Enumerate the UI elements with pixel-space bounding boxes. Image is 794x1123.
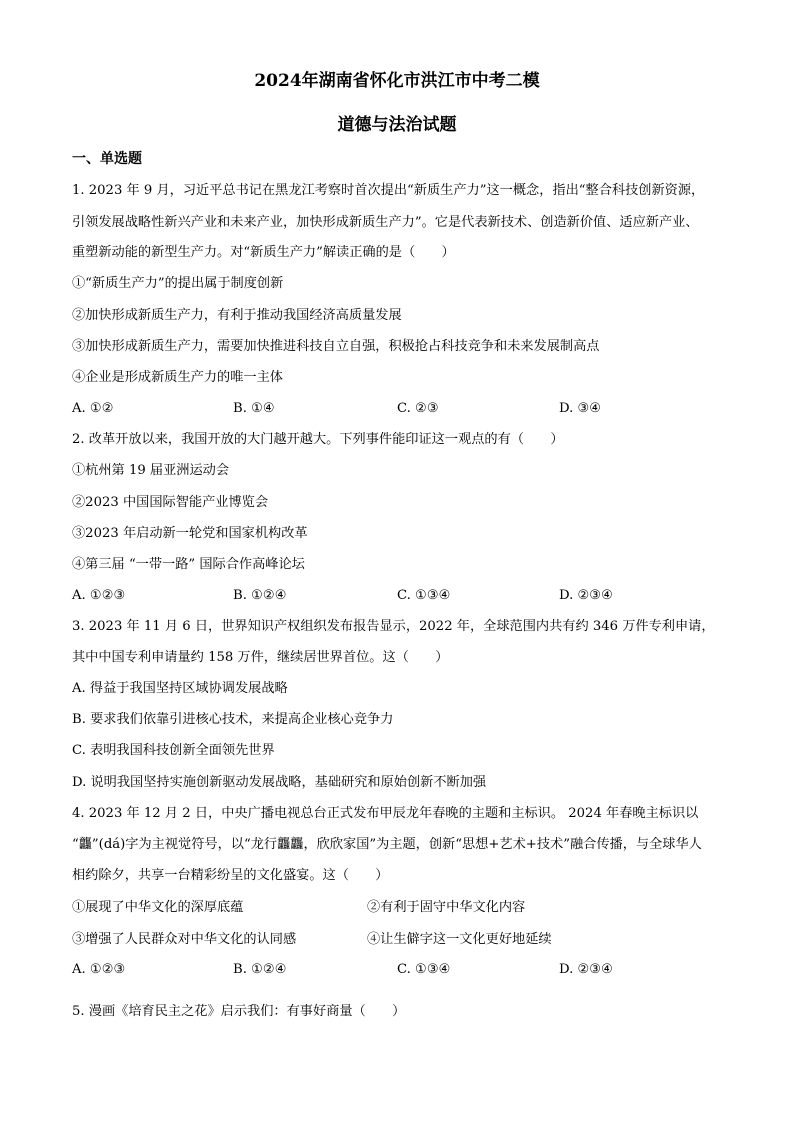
q1-options — [72, 399, 732, 419]
q2-option-c: C. ①③④ — [397, 588, 451, 603]
q4-stem-line: “龘”(dá)字为主视觉符号，以“龙行龘龘，欣欣家国”为主题，创新“思想+艺术+技术”融合传播，与全球华人 — [72, 837, 702, 852]
q4-option-d: D. ②③④ — [559, 962, 613, 977]
q4-option-a: A. ①②③ — [72, 962, 126, 977]
q4-options — [72, 960, 732, 980]
q1-item: ④企业是形成新质生产力的唯一主体 — [72, 370, 283, 385]
q1-item: ③加快形成新质生产力，需要加快推进科技自立自强，积极抢占科技竞争和未来发展制高点 — [72, 339, 600, 354]
section-heading: 一、单选题 — [72, 151, 142, 167]
q4-stem-line: 相约除夕，共享一台精彩纷呈的文化盛宴。这（ ） — [72, 868, 389, 883]
q1-option-b: B. ①④ — [233, 401, 275, 416]
q2-options — [72, 586, 732, 606]
q4-item-row — [72, 930, 732, 950]
q4-item: ③增强了人民群众对中华文化的认同感 — [72, 932, 297, 947]
q4-stem-line: 4. 2023 年 12 月 2 日，中央广播电视总台正式发布甲辰龙年春晚的主题和主标识。 2024 年春晚主标识以 — [72, 806, 699, 821]
q1-stem-line: 引领发展战略性新兴产业和未来产业，加快形成新质生产力”。它是代表新技术、创造新价值、适应新产业、 — [72, 215, 699, 230]
q2-item: ①杭州第 19 届亚洲运动会 — [72, 463, 230, 478]
q2-item: ②2023 中国国际智能产业博览会 — [72, 495, 269, 510]
q5-stem-line: 5. 漫画《培育民主之花》启示我们：有事好商量（ ） — [72, 1004, 406, 1019]
q1-stem-line: 重塑新动能的新型生产力。对“新质生产力”解读正确的是（ ） — [72, 245, 455, 260]
q4-option-b: B. ①②④ — [233, 962, 287, 977]
exam-subtitle: 道德与法治试题 — [337, 115, 457, 135]
q4-item: ②有利于固守中华文化内容 — [367, 900, 526, 915]
q3-option-b: B. 要求我们依靠引进核心技术，来提高企业核心竞争力 — [72, 712, 394, 727]
q4-option-c: C. ①③④ — [397, 962, 451, 977]
q2-option-a: A. ①②③ — [72, 588, 126, 603]
q3-option-d: D. 说明我国坚持实施创新驱动发展战略，基础研究和原始创新不断加强 — [72, 775, 487, 790]
q3-stem-line: 其中中国专利申请量约 158 万件，继续居世界首位。这（ ） — [72, 650, 449, 665]
q1-option-c: C. ②③ — [397, 401, 439, 416]
q4-item: ④让生僻字这一文化更好地延续 — [367, 932, 552, 947]
q4-item: ①展现了中华文化的深厚底蕴 — [72, 900, 244, 915]
q2-option-b: B. ①②④ — [233, 588, 287, 603]
q3-stem-line: 3. 2023 年 11 月 6 日，世界知识产权组织发布报告显示，2022 年，全球范围内共有约 346 万件专利申请， — [72, 619, 715, 634]
q1-stem-line: 1. 2023 年 9 月，习近平总书记在黑龙江考察时首次提出“新质生产力”这一概念，指出“整合科技创新资源， — [72, 183, 705, 198]
q1-item: ①“新质生产力”的提出属于制度创新 — [72, 276, 284, 291]
q2-stem-line: 2. 改革开放以来，我国开放的大门越开越大。下列事件能印证这一观点的有（ ） — [72, 432, 564, 447]
q3-option-c: C. 表明我国科技创新全面领先世界 — [72, 743, 275, 758]
q1-option-a: A. ①② — [72, 401, 114, 416]
q1-option-d: D. ③④ — [559, 401, 602, 416]
q3-option-a: A. 得益于我国坚持区域协调发展战略 — [72, 681, 288, 696]
q4-item-row — [72, 898, 732, 918]
q2-item: ④第三届 “一带一路” 国际合作高峰论坛 — [72, 557, 305, 572]
exam-title: 2024年湖南省怀化市洪江市中考二模 — [254, 71, 540, 91]
q2-item: ③2023 年启动新一轮党和国家机构改革 — [72, 526, 308, 541]
q1-item: ②加快形成新质生产力，有利于推动我国经济高质量发展 — [72, 308, 402, 323]
q2-option-d: D. ②③④ — [559, 588, 613, 603]
